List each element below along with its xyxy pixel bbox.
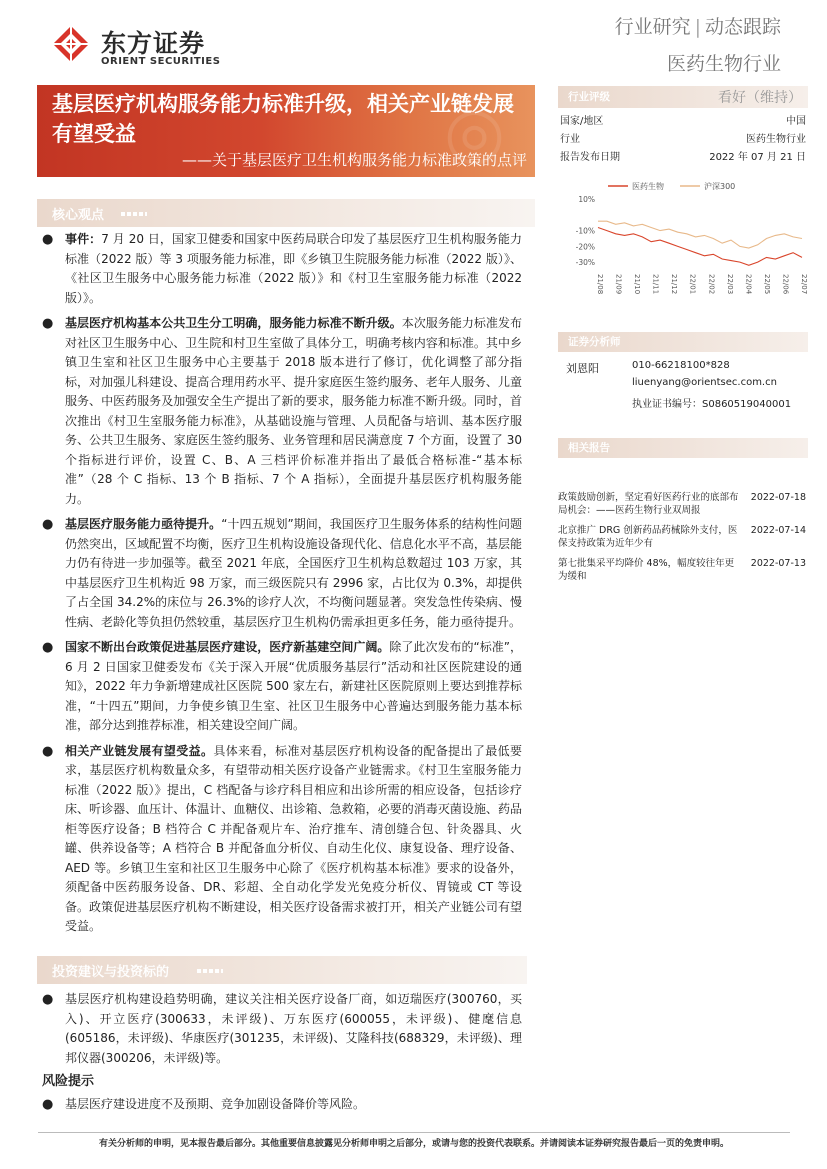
category-research: 行业研究 (614, 16, 691, 38)
analyst-label: 证券分析师 (568, 336, 621, 348)
y-tick-label: -20% (575, 242, 595, 252)
core-point-event (40, 230, 522, 308)
y-tick-label: -10% (575, 226, 595, 236)
series-line (598, 228, 802, 266)
risk-text: 基层医疗建设进度不及预期、竞争加剧设备降价等风险。 (65, 1097, 366, 1111)
x-tick-label: 22/04 (744, 274, 753, 295)
core-points-list (40, 230, 522, 943)
company-logo (45, 18, 245, 68)
core-point-industry-chain (40, 742, 522, 937)
invest-header (37, 956, 527, 984)
info-value: 医药生物行业 (746, 134, 806, 145)
core-points-label: 核心观点 (52, 208, 105, 223)
info-key: 报告发布日期 (560, 152, 620, 163)
info-date (558, 148, 808, 164)
x-tick-label: 22/02 (707, 274, 716, 295)
point-text: 除了此次发布的“标准”，6 月 2 日国家卫健委发布《关于深入开展“优质服务基层行”活动和社区医院建设的通知》，2022 年力争新增建成社区医院 500 家左右，新建社区医院原则上要达到推荐标准，“十四五”期间，力争使乡镇卫生室、社区卫生服务中心普遍达到服务能力基本标准，部分达到推荐标准，相关建设空间广阔。 (65, 640, 522, 732)
header-dots-decoration (197, 969, 223, 973)
x-tick-label: 22/01 (688, 274, 697, 295)
core-point-capacity (40, 515, 522, 632)
related-label: 相关报告 (568, 442, 610, 454)
legend-label: 医药生物 (632, 182, 664, 191)
info-value: 中国 (786, 116, 806, 127)
report-subtitle: ——关于基层医疗卫生机构服务能力标准政策的点评 (181, 151, 527, 169)
risk-list (40, 1095, 522, 1121)
info-key: 行业 (560, 134, 580, 145)
info-value: 2022 年 07 月 21 日 (709, 152, 806, 163)
related-report-title[interactable]: 政策鼓励创新，坚定看好医药行业的底部布局机会：——医药生物行业双周报 (558, 492, 739, 516)
bullet-icon: ● (42, 232, 54, 247)
analyst-cert: 执业证书编号：S0860519040001 (632, 399, 792, 410)
x-tick-label: 22/05 (762, 274, 771, 295)
info-key: 国家/地区 (560, 116, 604, 127)
x-tick-label: 21/08 (596, 274, 604, 295)
point-heading: 基层医疗机构基本公共卫生分工明确，服务能力标准不断升级。 (65, 316, 402, 330)
point-text: 具体来看，标准对基层医疗机构设备的配备提出了最低要求，基层医疗机构数量众多，有望带动相关医疗设备产业链需求。《村卫生室服务能力标准（2022 版）》提出，C 档配备与诊疗科目相应和出诊所需的相应设备，包括诊疗床、听诊器、血压计、体温计、血糖仪、出诊箱、急救箱，必要的消毒灭菌设施、药品柜等医疗设备；B 档符合 C 并配备观片车、治疗推车、清创缝合包、针灸器具、火罐、供养设备等；A 档符合 B 并配备血分析仪、自动生化仪、康复设备、理疗设备、AED 等。乡镇卫生室和社区卫生服务中心除了《医疗机构基本标准》要求的设备外，须配备中医药服务设备、DR、彩超、全自动化学发光免疫分析仪、胃镜或 CT 等设备。政策促进基层医疗机构不断建设，相关医疗设备需求被打开，相关产业链公司有望受益。 (65, 743, 522, 933)
bullet-icon: ● (42, 517, 54, 532)
analyst-email: liuenyang@orientsec.com.cn (632, 377, 777, 388)
x-tick-label: 21/11 (651, 274, 660, 295)
bullet-icon: ● (42, 640, 54, 655)
core-points-header (37, 199, 535, 227)
performance-chart (558, 178, 808, 318)
rating-value: 看好（维持） (718, 90, 802, 106)
x-tick-label: 21/12 (670, 274, 679, 295)
related-report-item[interactable] (558, 491, 808, 517)
x-tick-label: 21/09 (614, 274, 623, 295)
invest-item (40, 990, 522, 1068)
logo-chinese-name: 东方证券 (101, 29, 206, 58)
report-category: 行业研究 | 动态跟踪 医药生物行业 (614, 16, 781, 75)
title-banner (37, 85, 535, 177)
bullet-icon: ● (42, 992, 54, 1007)
y-tick-label: 10% (578, 195, 595, 205)
related-report-date: 2022-07-13 (750, 558, 806, 569)
invest-text: 基层医疗机构建设趋势明确，建议关注相关医疗设备厂商，如迈瑞医疗(300760，买入)、开立医疗(300633，未评级)、万东医疗(600055，未评级)、健麾信息(605186，未评级)、华康医疗(301235，未评级)、艾隆科技(688329，未评级)、理邦仪器(300206，未评级)等。 (65, 992, 522, 1065)
x-tick-label: 21/10 (633, 274, 642, 295)
y-tick-label: -30% (575, 258, 595, 268)
x-tick-label: 22/06 (781, 274, 790, 295)
related-report-date: 2022-07-18 (750, 492, 806, 503)
banner-decoration: ◎ (443, 91, 505, 173)
analyst-phone: 010-66218100*828 (632, 360, 730, 371)
category-tracking: 动态跟踪 (704, 16, 781, 38)
x-tick-label: 22/07 (800, 274, 808, 295)
bullet-icon: ● (42, 316, 54, 331)
point-text: 7 月 20 日，国家卫健委和国家中医药局联合印发了基层医疗卫生机构服务能力标准（2022 版）等 3 项服务能力标准，即《乡镇卫生院服务能力标准（2022 版）》、《社区卫生服务中心服务能力标准（2022 版）》和《村卫生室服务能力标准（2022 版）》。 (65, 232, 522, 305)
bullet-icon: ● (42, 743, 54, 759)
bullet-icon: ● (42, 1097, 54, 1112)
invest-list (40, 990, 522, 1074)
legend-label: 沪深300 (704, 182, 736, 191)
footer-divider (38, 1132, 790, 1133)
point-text: “十四五规划”期间，我国医疗卫生服务体系的结构性问题仍然突出，区域配置不均衡，医疗卫生机构设施设备现代化、信息化水平不高，基层能力仍有待进一步加强等。截至 2021 年底，全国医疗卫生机构总数超过 103 万家，其中基层医疗卫生机构近 98 万家，而三级医院只有 2996 家，占比仅为 0.3%，却提供了占全国 34.2%的床位与 26.3%的诊疗人次，不均衡问题显著。突发急性传染病、慢性病、老龄化等负担仍然较重，基层医疗卫生机构仍需承担更多任务，能力亟待提升。 (65, 517, 522, 629)
related-report-title[interactable]: 北京推广 DRG 创新药品药械除外支付，医保支持政策为近年少有 (558, 525, 738, 549)
related-report-item[interactable] (558, 524, 808, 550)
analyst-name: 刘恩阳 (566, 362, 599, 375)
related-report-item[interactable] (558, 557, 808, 583)
x-tick-label: 22/03 (725, 274, 734, 295)
analyst-header (558, 332, 808, 352)
info-industry (558, 130, 808, 146)
orient-logo-icon (51, 24, 91, 64)
logo-english-name: ORIENT SECURITIES (101, 56, 221, 67)
point-heading: 国家不断出台政策促进基层医疗建设，医疗新基建空间广阔。 (65, 640, 390, 654)
info-region (558, 112, 808, 128)
point-heading: 事件： (65, 232, 102, 246)
related-report-date: 2022-07-14 (750, 525, 806, 536)
point-heading: 基层医疗服务能力亟待提升。 (65, 517, 222, 531)
report-title: 基层医疗机构服务能力标准升级，相关产业链发展有望受益 (52, 92, 514, 146)
header-dots-decoration (121, 212, 147, 216)
core-point-standards (40, 314, 522, 509)
footer-disclaimer: 有关分析师的申明，见本报告最后部分。其他重要信息披露见分析师申明之后部分，或请与您的投资代表联系。并请阅读本证券研究报告最后一页的免责申明。 (98, 1139, 729, 1149)
related-report-title[interactable]: 第七批集采平均降价 48%，幅度较往年更为缓和 (558, 558, 735, 582)
point-heading: 相关产业链发展有望受益。 (65, 743, 214, 758)
rating-label: 行业评级 (568, 91, 610, 103)
core-point-policy (40, 638, 522, 736)
risk-title: 风险提示 (42, 1074, 95, 1089)
point-text: 本次服务能力标准发布对社区卫生服务中心、卫生院和村卫生室做了具体分工，明确考核内容和标准。其中乡镇卫生室和社区卫生服务中心主要基于 2018 版本进行了修订，优化调整了部分指标，对加强儿科建设、提高合理用药水平、提升家庭医生签约服务、老年人服务、儿童服务、中医药服务及加强安全生产提出了新的要求，服务能力标准不断升级。同时，首次推出《村卫生室服务能力标准》，从基础设施与管理、人员配备与培训、基本医疗服务、公共卫生服务、家庭医生签约服务、业务管理和居民满意度 7 个方面，设置了 30 个指标进行评价，设置 C、B、A 三档评价标准并指出了最低合格标准-“基本标准”（28 个 C 指标、13 个 B 指标、7 个 A 指标），全面提升基层医疗机构服务能力。 (65, 316, 522, 506)
industry-name: 医药生物行业 (666, 53, 781, 75)
industry-rating (558, 86, 808, 108)
invest-label: 投资建议与投资标的 (52, 965, 170, 980)
related-reports-header (558, 438, 808, 458)
risk-item (40, 1095, 522, 1115)
